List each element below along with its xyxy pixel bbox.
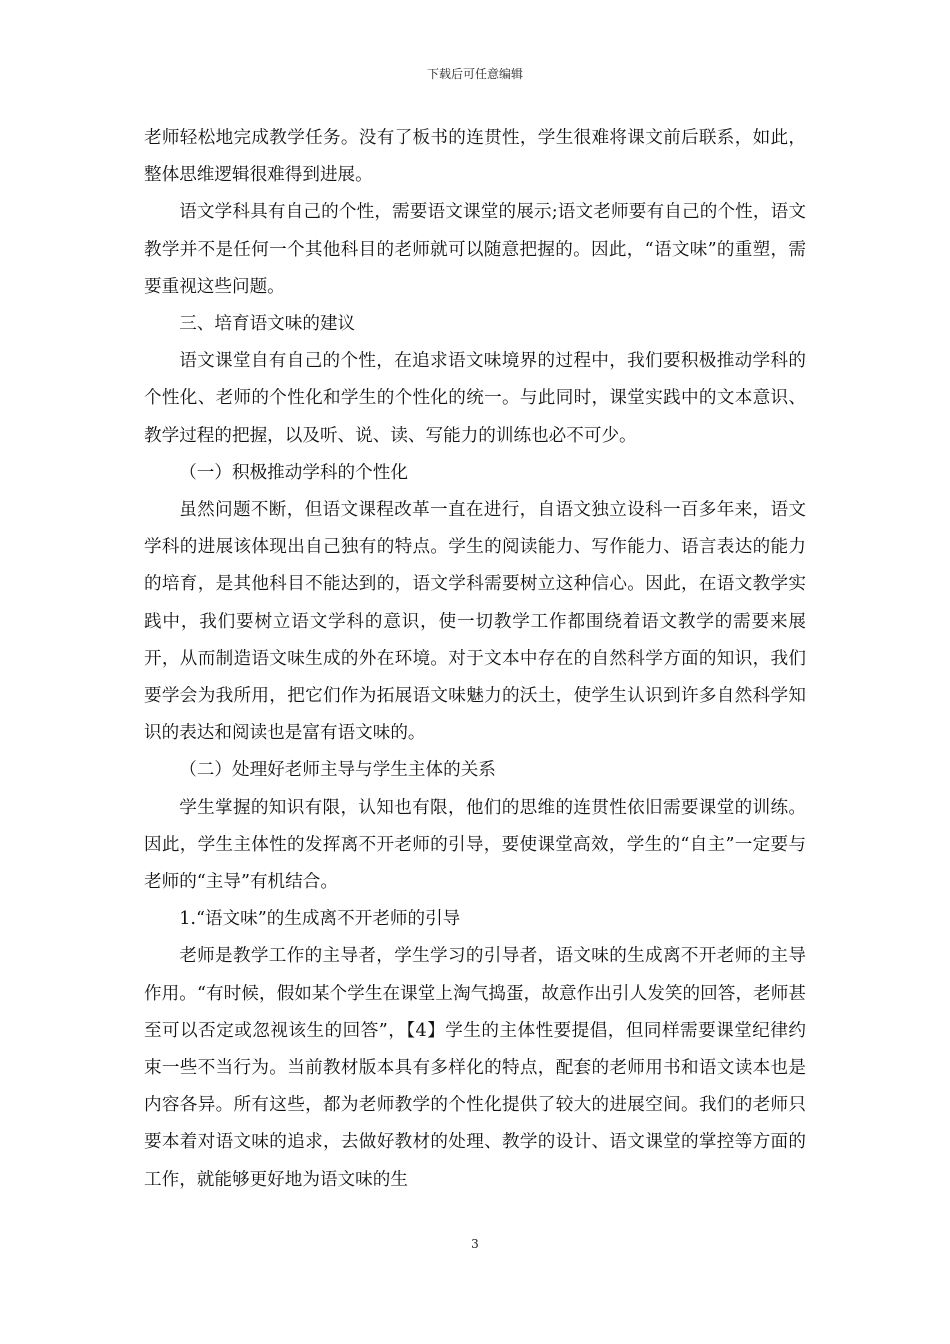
paragraph-continuation: 老师轻松地完成教学任务。没有了板书的连贯性，学生很难将课文前后联系，如此，整体思维逻辑很难得到进展。 bbox=[144, 128, 806, 186]
paragraph-subject-personality: 语文学科具有自己的个性，需要语文课堂的展示;语文老师要有自己的个性，语文教学并不是任何一个其他科目的老师就可以随意把握的。因此，“语文味”的重塑，需要重视这些问题。 bbox=[144, 202, 806, 297]
subsection-heading-2-1: 1.“语文味”的生成离不开老师的引导 bbox=[179, 909, 461, 930]
body-text bbox=[144, 120, 806, 1199]
paragraph-classroom-personality: 语文课堂自有自己的个性，在追求语文味境界的过程中，我们要积极推动学科的个性化、老师的个性化和学生的个性化的统一。与此同时，课堂实践中的文本意识、教学过程的把握，以及听、说、读、写能力的训练也必不可少。 bbox=[144, 351, 806, 446]
subsection-heading-2: （二）处理好老师主导与学生主体的关系 bbox=[179, 760, 496, 781]
paragraph-curriculum-reform: 虽然问题不断，但语文课程改革一直在进行，自语文独立设科一百多年来，语文学科的进展该体现出自己独有的特点。学生的阅读能力、写作能力、语言表达的能力的培育，是其他科目不能达到的，语文学科需要树立这种信心。因此，在语文教学实践中，我们要树立语文学科的意识，使一切教学工作都围绕着语文教学的需要来展开，从而制造语文味生成的外在环境。对于文本中存在的自然科学方面的知识，我们要学会为我所用，把它们作为拓展语文味魅力的沃土，使学生认识到许多自然科学知识的表达和阅读也是富有语文味的。 bbox=[144, 500, 806, 744]
section-heading-suggestions: 三、培育语文味的建议 bbox=[179, 314, 356, 335]
page-number: 3 bbox=[471, 1237, 479, 1251]
paragraph-teacher-guidance: 老师是教学工作的主导者，学生学习的引导者，语文味的生成离不开老师的主导作用。“有时候，假如某个学生在课堂上淘气捣蛋，故意作出引人发笑的回答，老师甚至可以否定或忽视该生的回答”，【4】学生的主体性要提倡，但同样需要课堂纪律约束一些不当行为。当前教材版本具有多样化的特点，配套的老师用书和语文读本也是内容各异。所有这些，都为老师教学的个性化提供了较大的进展空间。我们的老师只要本着对语文味的追求，去做好教材的处理、教学的设计、语文课堂的掌控等方面的工作，就能够更好地为语文味的生 bbox=[144, 946, 806, 1190]
paragraph-student-knowledge: 学生掌握的知识有限，认知也有限，他们的思维的连贯性依旧需要课堂的训练。因此，学生主体性的发挥离不开老师的引导，要使课堂高效，学生的“自主”一定要与老师的“主导”有机结合。 bbox=[144, 797, 806, 893]
subsection-heading-1: （一）积极推动学科的个性化 bbox=[179, 462, 408, 483]
page-header: 下载后可任意编辑 bbox=[426, 67, 523, 81]
